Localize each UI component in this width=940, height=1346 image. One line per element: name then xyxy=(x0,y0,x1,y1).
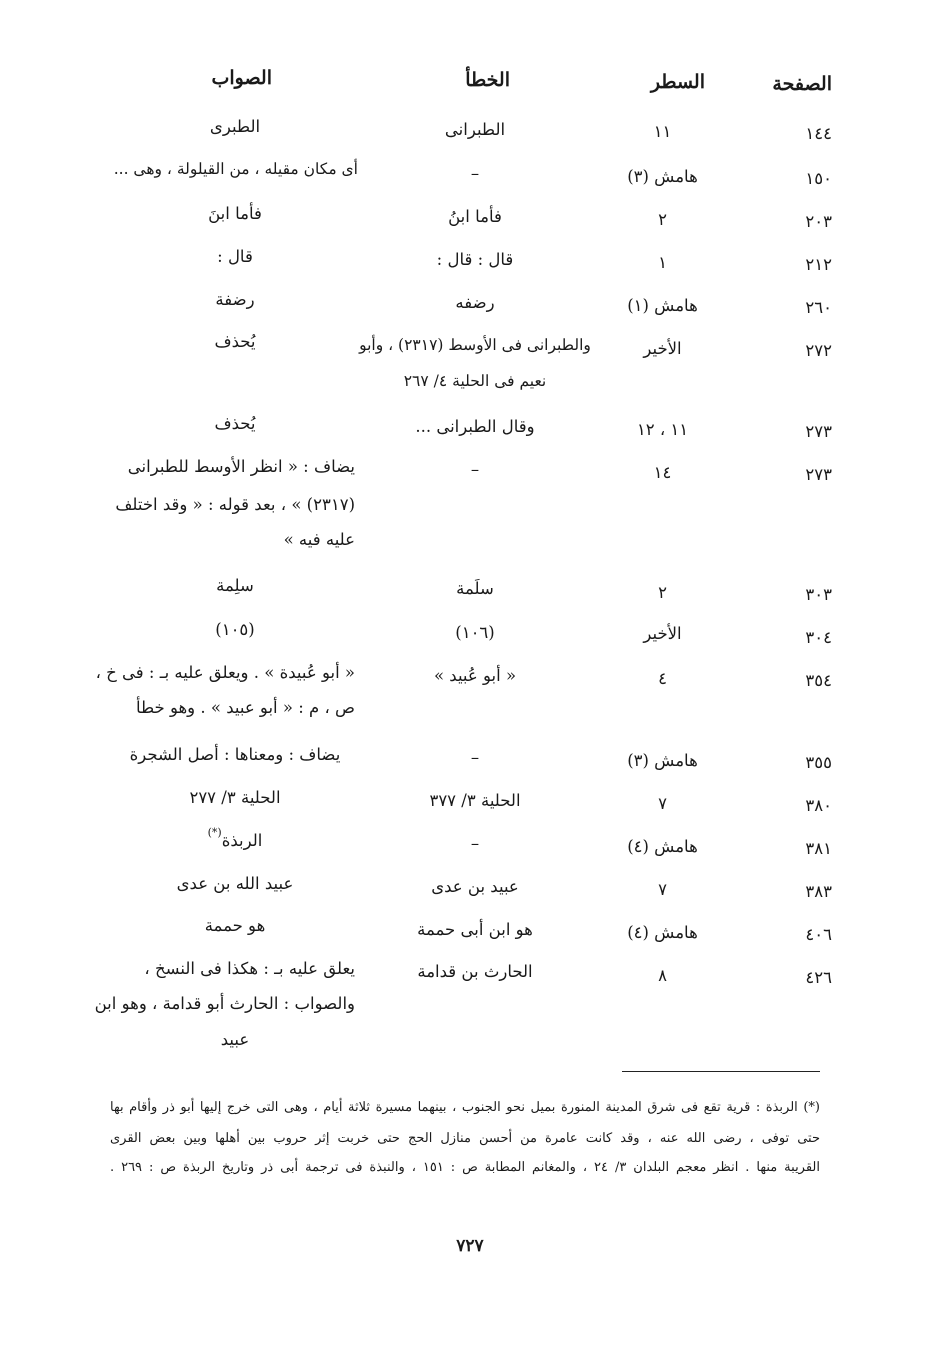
row-wrong: هو ابن أبى حممة xyxy=(417,920,533,939)
row-right: (١٠٥) xyxy=(215,620,255,639)
row-right: يضاف : ومعناها : أصل الشجرة xyxy=(129,745,341,764)
row-right-continued: (٢٣١٧) » ، بعد قوله : « وقد اختلف xyxy=(115,495,355,514)
row-right: عبيد الله بن عدى xyxy=(176,874,294,893)
row-wrong: وقال الطبرانى ... xyxy=(415,417,535,436)
row-wrong: رضفه xyxy=(455,293,495,312)
row-wrong: عبيد بن عدى xyxy=(431,877,519,896)
row-line: ٢ xyxy=(658,583,667,602)
row-line: ١١ xyxy=(653,122,672,141)
row-page: ١٤٤ xyxy=(805,124,832,143)
header-wrong: الخطأ xyxy=(465,69,510,91)
row-page: ٢٧٢ xyxy=(805,341,832,360)
row-right: أى مكان مقيله ، من القيلولة ، وهى ... xyxy=(113,160,358,178)
row-right: « أبو عُبيدة » . ويعلق عليه بـ : فى خ ، xyxy=(95,663,355,682)
row-wrong: – xyxy=(470,164,480,183)
row-line: ١ xyxy=(658,253,667,272)
row-wrong: فأما ابنُ xyxy=(448,207,502,226)
row-right: قال : xyxy=(217,247,253,266)
row-wrong: – xyxy=(470,460,480,479)
row-right: يُحذف xyxy=(214,414,256,433)
row-wrong: والطبرانى فى الأوسط (٢٣١٧) ، وأبو xyxy=(359,336,591,354)
row-page: ٣٥٥ xyxy=(805,753,832,772)
row-right: يعلق عليه بـ : هكذا فى النسخ ، xyxy=(144,959,355,978)
row-right: فأما ابنَ xyxy=(208,204,262,223)
row-line: هامش (٣) xyxy=(627,167,698,186)
row-page: ٣٥٤ xyxy=(805,671,832,690)
row-page: ٤٢٦ xyxy=(805,968,832,987)
row-page: ٣٠٤ xyxy=(805,628,832,647)
row-page: ٣٨١ xyxy=(805,839,832,858)
row-line: الأخير xyxy=(643,339,682,358)
row-line: ٢ xyxy=(658,210,667,229)
footnote-line: (*) الربذة : قرية تقع فى شرق المدينة المنورة بميل نحو الجنوب ، بينهما مسيرة ثلاثة أيام ، وهى التى خرج إليها أبو ذر وأقام بها xyxy=(110,1100,820,1115)
row-wrong: الطبرانى xyxy=(444,120,506,139)
row-wrong-continued: نعيم فى الحلية ٤/ ٢٦٧ xyxy=(403,372,547,390)
header-right: الصواب xyxy=(211,67,272,89)
footnote-marker: (*) xyxy=(207,826,222,839)
footnote-separator xyxy=(622,1071,820,1072)
row-right-continued: عليه فيه » xyxy=(283,530,355,549)
row-page: ٣٨٠ xyxy=(805,796,832,815)
header-page: الصفحة xyxy=(772,73,832,95)
row-right: هو حممة xyxy=(204,916,266,935)
row-line: هامش (٤) xyxy=(627,837,698,856)
row-line: ٧ xyxy=(658,880,667,899)
row-wrong: سلَمة xyxy=(456,579,494,598)
page-number: ٧٢٧ xyxy=(456,1236,484,1256)
row-line: هامش (٤) xyxy=(627,923,698,942)
row-line: ١٤ xyxy=(653,463,672,482)
row-wrong: – xyxy=(470,834,480,853)
row-page: ٢١٢ xyxy=(805,255,832,274)
row-wrong: الحلية ٣/ ٣٧٧ xyxy=(429,791,521,810)
row-page: ٣٠٣ xyxy=(805,585,832,604)
row-line: ٧ xyxy=(658,794,667,813)
row-line: ٨ xyxy=(658,966,667,985)
row-line: الأخير xyxy=(643,624,682,643)
row-wrong: قال : قال : xyxy=(436,250,514,269)
row-right: الحلية ٣/ ٢٧٧ xyxy=(189,788,281,807)
row-right: الطبرى xyxy=(209,117,261,136)
row-wrong: الحارث بن قدامة xyxy=(417,962,533,981)
row-page: ٣٨٣ xyxy=(805,882,832,901)
row-wrong: « أبو عُبيد » xyxy=(433,666,517,685)
row-line: هامش (١) xyxy=(627,296,698,315)
row-right xyxy=(110,822,360,861)
row-line: هامش (٣) xyxy=(627,751,698,770)
row-page: ١٥٠ xyxy=(805,169,832,188)
header-line: السطر xyxy=(650,71,705,93)
row-right-continued: عبيد xyxy=(220,1030,250,1049)
row-right: سلِمة xyxy=(216,576,254,595)
row-page: ٢٧٣ xyxy=(805,422,832,441)
row-page: ٢٠٣ xyxy=(805,212,832,231)
row-page: ٢٧٣ xyxy=(805,465,832,484)
row-right: يُحذف xyxy=(214,332,256,351)
row-line: ٤ xyxy=(658,669,667,688)
row-page: ٤٠٦ xyxy=(805,925,832,944)
footnote-line: حتى توفى ، رضى الله عنه ، وقد كانت عامرة من أحسن منازل الحج حتى خربت إثر حروب بين أهلها وبين بعض القرى xyxy=(110,1131,820,1146)
row-right-continued: ص ، م : « أبو عبيد » . وهو خطأ xyxy=(135,698,355,717)
footnote-line: القريبة منها . انظر معجم البلدان ٣/ ٢٤ ، والمغانم المطابة ص : ١٥١ ، والنبذة فى ترجمة أبى ذر وتاريخ الربذة ص : ٢٦٩ . xyxy=(110,1160,821,1175)
row-right-continued: والصواب : الحارث أبو قدامة ، وهو ابن xyxy=(94,994,355,1013)
row-right: رضفة xyxy=(215,290,255,309)
row-right: يضاف : « انظر الأوسط للطبرانى xyxy=(127,457,355,476)
row-line: ١١ ، ١٢ xyxy=(636,420,689,439)
row-page: ٢٦٠ xyxy=(805,298,832,317)
row-wrong: – xyxy=(470,748,480,767)
row-wrong: (١٠٦) xyxy=(455,623,495,642)
row-right-text: الربذة xyxy=(221,831,263,850)
